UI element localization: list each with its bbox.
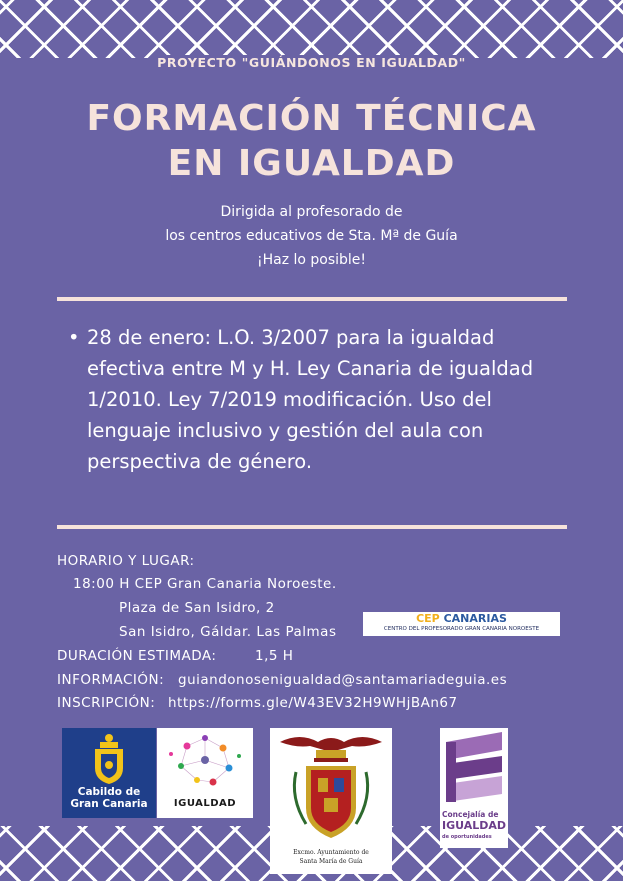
concejalia-line-2: IGUALDAD — [442, 819, 507, 832]
cep-logo-text-a: CEP — [416, 612, 440, 625]
coat-of-arms-icon — [270, 728, 392, 846]
concejalia-igualdad-logo — [440, 728, 508, 848]
cep-logo-subtext: CENTRO DEL PROFESORADO GRAN CANARIA NOROESTE — [383, 626, 540, 632]
subtitle-line-3: ¡Haz lo posible! — [256, 252, 367, 268]
info-label: INFORMACIÓN: — [57, 672, 165, 688]
concejalia-emblem-icon — [440, 728, 508, 808]
cabildo-logo — [62, 728, 156, 818]
guia-line-1: Excmo. Ayuntamiento de — [293, 849, 369, 856]
address-line-2: San Isidro, Gáldar. Las Palmas — [119, 624, 337, 640]
cep-logo-text-b: CANARIAS — [443, 612, 507, 625]
bullet-icon: • — [68, 326, 80, 349]
session-text: 28 de enero: L.O. 3/2007 para la igualdad efectiva entre M y H. Ley Canaria de igualdad 1/2010. Ley 7/2019 modificación. Uso del lenguaje inclusivo y gestión del aula con perspectiva de género. — [87, 326, 534, 473]
time-place: 18:00 H CEP Gran Canaria Noroeste. — [73, 576, 337, 592]
cep-canarias-logo — [363, 612, 560, 636]
cabildo-crest-icon — [62, 728, 156, 786]
info-email[interactable]: guiandonosenigualdad@santamariadeguia.es — [178, 672, 508, 688]
divider-bottom — [57, 525, 567, 529]
network-nodes-icon — [157, 728, 253, 798]
schedule-label: HORARIO Y LUGAR: — [57, 553, 195, 569]
subtitle-line-2: los centros educativos de Sta. Mª de Guía — [165, 228, 458, 244]
igualdad-logo-text: IGUALDAD — [173, 798, 237, 809]
address-line-1: Plaza de San Isidro, 2 — [119, 600, 275, 616]
title-line-1: FORMACIÓN TÉCNICA — [86, 98, 537, 139]
cabildo-line-1: Cabildo de — [77, 786, 141, 798]
concejalia-line-3: de oportunidades — [442, 834, 492, 840]
project-name: PROYECTO "GUIÁNDONOS EN IGUALDAD" — [0, 55, 623, 70]
cabildo-line-2: Gran Canaria — [70, 798, 148, 810]
signup-label: INSCRIPCIÓN: — [57, 695, 156, 711]
guia-line-2: Santa María de Guía — [299, 858, 363, 865]
title-line-2: EN IGUALDAD — [167, 143, 456, 184]
duration-value: 1,5 H — [255, 648, 294, 664]
top-lattice-pattern — [0, 0, 623, 58]
duration-label: DURACIÓN ESTIMADA: — [57, 648, 217, 664]
page-title — [0, 96, 623, 186]
concejalia-line-1: Concejalía de — [442, 810, 499, 819]
subtitle-line-1: Dirigida al profesorado de — [220, 204, 403, 220]
signup-url[interactable]: https://forms.gle/W43EV32H9WHjBAn67 — [168, 695, 458, 711]
igualdad-network-logo — [157, 728, 253, 818]
guia-coat-of-arms-logo — [270, 728, 392, 874]
divider-top — [57, 297, 567, 301]
subtitle — [0, 200, 623, 272]
